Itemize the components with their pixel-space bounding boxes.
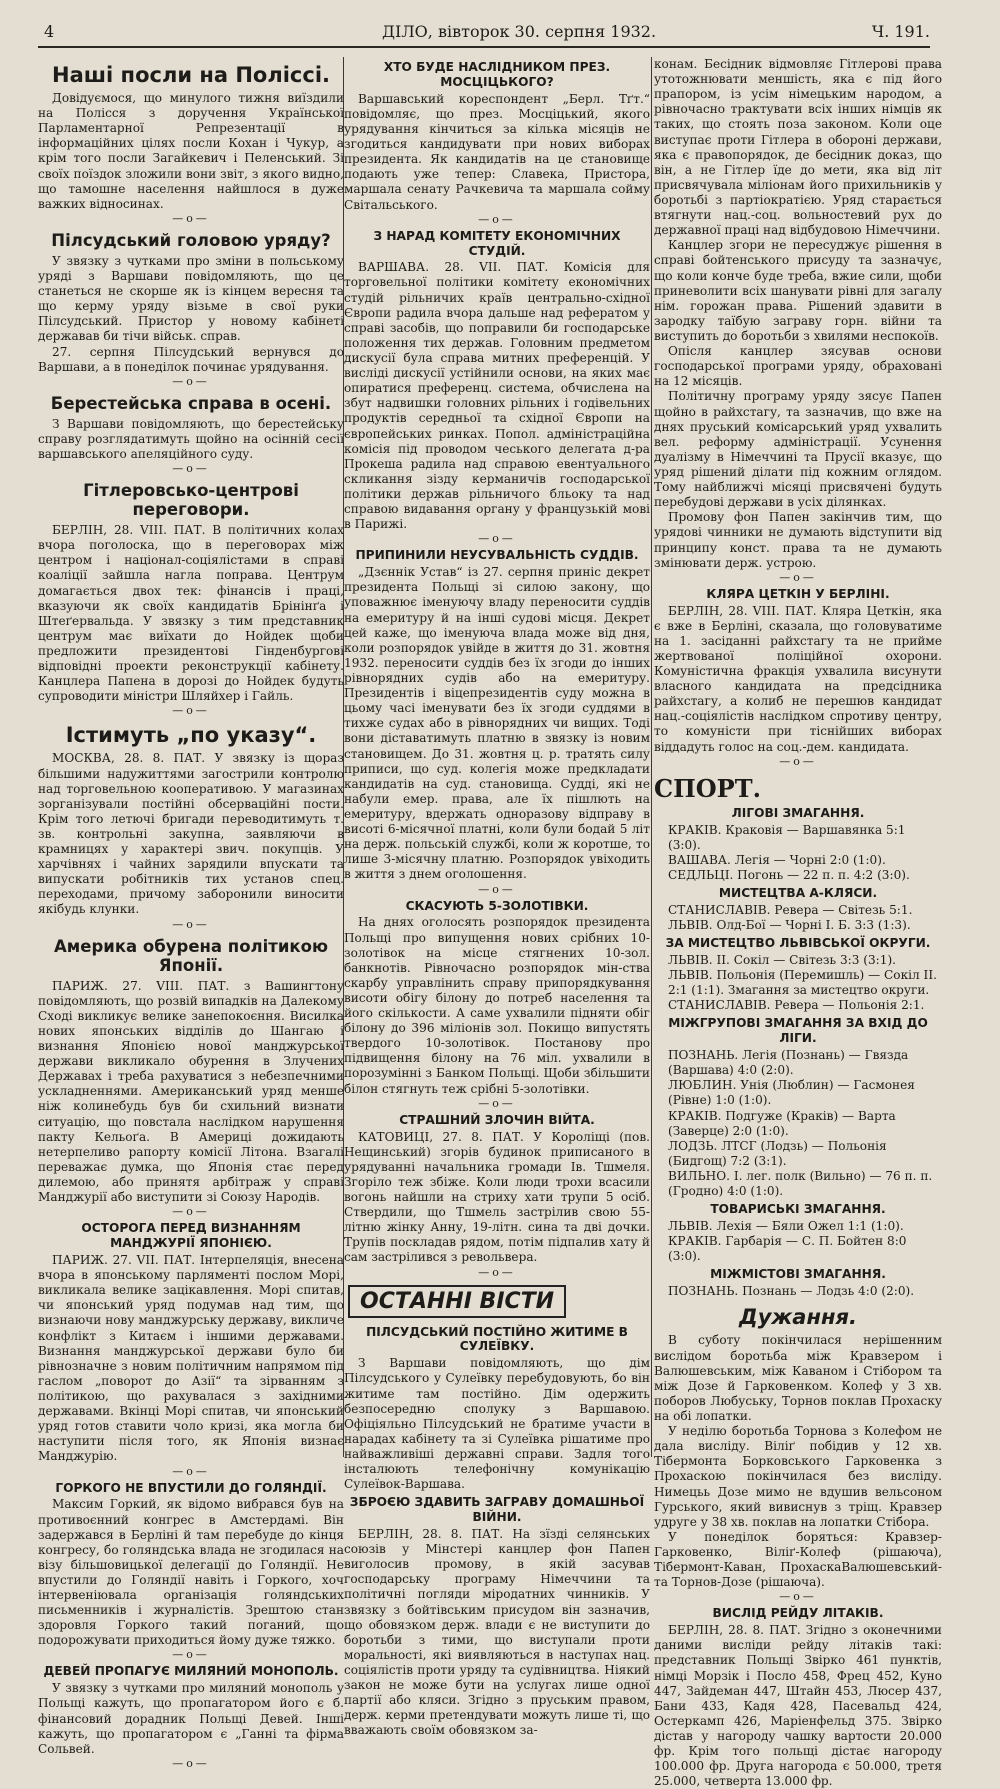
article-paragraph: Промову фон Папен закінчив тим, що урядові чинники не думають відступити від принципу конст. права та не думають змінювати держ. устрою. xyxy=(654,510,942,570)
article-headline: ЗБРОЄЮ ЗДАВИТЬ ЗАГРАВУ ДОМАШНЬОЇ ВІЙНИ. xyxy=(349,1495,645,1525)
sport-result: СЕДЛЬЦІ. Погонь — 22 п. п. 4:2 (3:0). xyxy=(668,867,910,882)
article-paragraph: БЕРЛІН, 28. VIII. ПАТ. В політичних колах вчора поголоска, що в переговорах між центром і націонал-соціялістами в справі коаліції зайшла нагла поправа. Центрум домагається двох тек: фінансів і праці, вказуючи як своїх кандидатів Брінінґа і Штеґервальда. У звязку з тим представник центрум має виїхати до Нойдек щоби предложити президентові Гінденбургові відповідні проекти реконструкції кабінету. Канцлера Папена в дорозі до Нойдек будуть супроводити міністри Шляйхер і Гайль. xyxy=(38,523,344,704)
separator-ornament: —o— xyxy=(172,1464,210,1478)
article-paragraph: З Варшави повідомляють, що берестейську справу розглядатимуть щойно на осінній сесії варшавського апеляційного суду. xyxy=(38,416,344,461)
sport-result: ВАШАВА. Легія — Чорні 2:0 (1:0). xyxy=(668,852,886,867)
article-headline: Америка обурена політикою Японії. xyxy=(54,936,328,975)
article-headline: Наші посли на Поліссі. xyxy=(52,63,330,87)
article-paragraph: „Дзєннік Устав“ із 27. серпня приніс декрет президента Польщі зі силою закону, що уповажнює іменуючу владу переносити суддів на емеритуру й на інші судові місця. Декрет цей каже, що іменуюча влада може від дня, коли розпорядок увійде в життя до 31. жовтня 1932. переносити суддів без їх згоди до інших рівнорядних судів або на емеритуру. Президентів і віцепрезидентів суду можна в цьому часі іменувати без їх згоди суддями в тихже судах або в рівнорядних чи вищих. Тоді вони діставатимуть платню в звязку із новим становищем. До 31. жовтня ц. р. тратять силу приписи, що суд. колегія може предкладати кандидатів на суд. становища. Судді, які не набули емер. права, але їх пішлють на емеритуру, вдержать одноразову відправу в висоті 6-місячної платні, коли були бодай 5 літ на держ. польській службі, коли ж коротше, то лише 3-місячну платню. Розпорядок увіходить в життя з днем оголошення. xyxy=(344,565,650,882)
article-paragraph: Опісля канцлер зясував основи господарської програми уряду, обраховані на 12 місяців. xyxy=(654,344,942,389)
article-headline: З НАРАД КОМІТЕТУ ЕКОНОМІЧНИХ СТУДІЙ. xyxy=(373,228,621,258)
last-news-title: ОСТАННІ ВІСТИ xyxy=(348,1285,566,1318)
separator-ornament: —o— xyxy=(172,1648,210,1662)
wrestling-title: Дужання. xyxy=(739,1305,857,1330)
separator-ornament: —o— xyxy=(172,1756,210,1770)
article-headline: Берестейська справа в осені. xyxy=(50,393,332,413)
issue-number: Ч. 191. xyxy=(871,22,930,41)
article xyxy=(38,481,344,717)
article xyxy=(38,63,344,225)
sport-group xyxy=(654,1202,942,1264)
article xyxy=(344,229,650,546)
sport-group xyxy=(654,886,942,933)
separator-ornament: —o— xyxy=(172,917,210,931)
article xyxy=(344,1113,650,1279)
separator-ornament: —o— xyxy=(478,532,516,546)
article-headline: СТРАШНИЙ ЗЛОЧИН ВІЙТА. xyxy=(399,1112,595,1127)
article xyxy=(344,60,650,226)
article-headline: ПРИПИНИЛИ НЕУСУВАЛЬНІСТЬ СУДДІВ. xyxy=(355,548,639,563)
article xyxy=(38,723,344,930)
article-paragraph: Варшавський кореспондент „Берл. Тґт.“ повідомляє, що през. Мосціцький, якого урядування кінчиться за кілька місяців не згодиться кандидувати при нових виборах президента. Як кандидатів на це становище подають уже тепер: Славека, Пристора, маршала сенату Рачкевича та маршала сойму Світальського. xyxy=(344,91,650,212)
page-header xyxy=(40,22,930,44)
article-paragraph: БЕРЛІН, 28. 8. ПАТ. На зїзді селянських союзів у Мінстері канцлер фон Папен виголосив промову, в якій засував господарську програму Німеччини та політичні погляди міродатних чинників. У звязку з бойтівським присудом він зазначив, що обовязком держ. влади є не виступити до боротьби з тими, що виступали проти моральності, які виявляються в наступах нац. соціялістів проти уряду та судівництва. Ніякий закон не може бути на услугах лише одної партії або кляси. Згідно з пруським правом, держ. керми претендувати можуть лише ті, що вважають своїм обовязком за- xyxy=(344,1527,650,1738)
article xyxy=(654,587,942,768)
article-paragraph: В суботу покінчилася нерішенним вислідом боротьба між Кравзером і Валюшевським, між Каваном і Стібором та між Дозе й Гарковенком. Колеф у 3 хв. поборов Любуську, Торнов поклав Прохаску на обі лопатки. xyxy=(654,1333,942,1423)
sport-result: СТАНИСЛАВІВ. Ревера — Польонія 2:1. xyxy=(668,998,925,1013)
article xyxy=(38,1664,344,1769)
separator-ornament: —o— xyxy=(172,1205,210,1219)
article xyxy=(344,1325,650,1493)
article xyxy=(38,231,344,388)
sport-group-heading: ТОВАРИСЬКІ ЗМАГАННЯ. xyxy=(710,1202,886,1217)
sport-result: КРАКІВ. Подгуже (Краків) — Варта (Заверце) 2:0 (1:0). xyxy=(668,1108,896,1138)
article xyxy=(38,394,344,475)
separator-ornament: —o— xyxy=(779,1590,817,1604)
sport-result: ЛЬВІВ. Олд-Бої — Чорні І. Б. 3:3 (1:3). xyxy=(668,917,911,932)
separator-ornament: —o— xyxy=(172,374,210,388)
article-headline: ХТО БУДЕ НАСЛІДНИКОМ ПРЕЗ. МОСЦІЦЬКОГО? xyxy=(383,60,611,89)
column-right xyxy=(654,57,942,1789)
article-paragraph: КАТОВИЦІ, 27. 8. ПАТ. У Короліщі (пов. Нещинський) згорів будинок приписаного в урядуванні начальника громади Ів. Тшмеля. Згоріло теж збіже. Коли люди трохи всасили вогонь найшли на стриху хати трупи 5 осіб. Ствердили, що Тшмель застрілив свою 55-літню жінку Анну, 19-літн. сина та дві дочки. Трупів поскладав рядом, потім підпалив хату й сам застрілився з револьвера. xyxy=(344,1129,650,1265)
sport-result: ЛЬВІВ. Лехія — Бяли Ожел 1:1 (1:0). xyxy=(668,1219,904,1234)
air-title: ВИСЛІД РЕЙДУ ЛІТАКІВ. xyxy=(712,1606,884,1621)
article-paragraph: У звязку з чутками про миляний монополь у Польщі кажуть, що пропагатором його є б. фінансовий дорадник Польщі Девей. Інші кажуть, що пропагатором є „Ганні та фірма Сольвей. xyxy=(38,1681,344,1756)
article-headline: ПІЛСУДСЬКИЙ ПОСТІЙНО ЖИТИМЕ В СУЛЕЇВКУ. xyxy=(366,1324,628,1354)
article-headline: КЛЯРА ЦЕТКІН У БЕРЛІНІ. xyxy=(706,586,890,601)
sport-title: СПОРТ. xyxy=(654,773,761,803)
article-paragraph: Політичну програму уряду зясує Папен щойно в райхстагу, та зазначив, що вже на днях пруський комісарський уряд ухвалить вел. реформу адміністрації. Усунення дуалізму в Німеччині та Прусії вказує, що уряд рішений ділати під кожним оглядом. Тому найближчі місяці присвячені будуть перебудові держави в усіх ділянках. xyxy=(654,389,942,510)
article-paragraph: БЕРЛІН, 28. VIII. ПАТ. Кляра Цеткін, яка є вже в Берліні, сказала, що головуватиме на 1. засіданні райхстагу та не прийме жертвованої поліційної охорони. Комуністична фракція ухвалила висунути власного кандидата на предсідника райхстагу, а колиб не перешюв кандидат нац.-соціялістів наслідком спротиву центру, то комуністи при тіснійших виборах віддадуть голос на соц.-дем. кандидата. xyxy=(654,603,942,754)
column-middle xyxy=(344,57,650,1738)
column-divider xyxy=(651,57,652,1457)
sport-group xyxy=(654,1016,942,1199)
article-paragraph: МОСКВА, 28. 8. ПАТ. У звязку із щораз більшими надужиттями загострили контролю над торговельною кооперативою. У магазинах зорганізували постійні обсерваційні пости. Крім того летючі бригади переводитимуть т. зв. контрольні закупна, заявляючи в крамницях у характері звич. покупців. У харчівнях і чайних зарядили впускати та випускати робітників тих установ спец. переходами, причому заборонили виносити якібудь клунки. xyxy=(38,751,344,917)
separator-ornament: —o— xyxy=(478,1096,516,1110)
last-news-section xyxy=(344,1281,650,1739)
sport-group-heading: ЛІГОВІ ЗМАГАННЯ. xyxy=(731,805,865,820)
article-headline: СКАСУЮТЬ 5-ЗОЛОТІВКИ. xyxy=(405,898,589,913)
sport-result: КРАКІВ. Гарбарія — С. П. Бойтен 8:0 (3:0). xyxy=(668,1234,907,1264)
article-paragraph: Максим Горкий, як відомо вибрався був на противоєнний конгрес в Амстердамі. Він задержався в Берліні й там перебуде до кінця конгресу, бо голяндська влада не згодилася на візу більшовицької делегації до Голяндії. Не впустили до Голяндії навіть і Горкого, хоч інтервеніювала організація голяндських письменників і журналістів. Зрештою стан здоровля Горкого такий поганий, що подорожувати приходиться йому дуже тяжко. xyxy=(38,1497,344,1648)
separator-ornament: —o— xyxy=(172,704,210,718)
header-rule xyxy=(38,46,930,48)
separator-ornament: —o— xyxy=(478,882,516,896)
article xyxy=(38,1221,344,1477)
article-paragraph: У понеділок боряться: Кравзер-Гарковенко, Віліґ-Колеф (рішаюча), Тібермонт-Каван, ПрохаскаВалюшевський- та Торнов-Дозе (рішаюча). xyxy=(654,1529,942,1590)
column-left xyxy=(38,57,344,1770)
article-headline: Істимуть „по указу“. xyxy=(65,723,317,748)
article-headline: ГОРКОГО НЕ ВПУСТИЛИ ДО ГОЛЯНДІЇ. xyxy=(55,1480,327,1495)
sport-group-heading: МИСТЕЦТВА А-КЛЯСИ. xyxy=(718,886,878,900)
article-paragraph: 27. серпня Пілсудський вернувся до Варшави, а в понеділок починає урядування. xyxy=(38,344,344,374)
article-paragraph: конам. Бесідник відмовляє Гітлерові права утотожнювати меншість, яка є під його прапором, із усім німецьким народом, а рівночасно трактувати всіх інших німців як таких, що стоять поза законом. Коли оце виступає проти Гітлера в обороні держави, яка є правопорядок, де бесідник доказ, що він, а не Гітлер їде до мети, яка від літ присвячувала міліонам його прихильників у боротьбі з партіократією. Уряд старається втягнути нац.-соц. вольностевий рух до державної праці над відбудовою Німеччини. xyxy=(654,57,942,238)
article-paragraph: БЕРЛІН, 28. 8. ПАТ. Згідно з оконечними даними висліди рейду літаків такі: представник Польщі Звірко 461 пунктів, німці Морзік і Посло 458, Фрец 452, Куно 447, Зайдеман 447, Штайн 453, Люсер 437, Бани 433, Кадя 428, Пасевальд 424, Остеркамп 426, Маріенфельд 375. Звірко дістав у нагороду чашку вартости 20.000 фр. Крім того польщі дістає нагороду 100.000 фр. Друга нагорода є 50.000, третя 25.000, четверта 13.000 фр. xyxy=(654,1623,942,1789)
article-paragraph: ВАРШАВА. 28. VII. ПАТ. Комісія для торговельної політики комітету економічних студій рільничих країв центрально-східної Європи радила вчора дальше над рефератом у справі засобів, що поправили би господарське положення тих держав. Головним предметом дискусії була справа митних преференцій. У висліді дискусії устійнили основи, на яких має опиратися преференц. система, обчислена на збут надвишки головних рільних і годівельних продуктів середньої та східної Європи на європейських ринках. Попол. адміністраційна комісія під проводом чеського делегата д-ра Прокеша радила над справою евентуального скликання зізду керманичів господарської політики держав рільничого бльоку та над справою видавання органу у французькій мові в Парижі. xyxy=(344,260,650,532)
page-number: 4 xyxy=(44,22,55,41)
article-headline: ДЕВЕЙ ПРОПАГУЄ МИЛЯНИЙ МОНОПОЛЬ. xyxy=(43,1664,339,1679)
article-paragraph: ПАРИЖ. 27. VII. ПАТ. Інтерпеляція, внесена вчора в японському парляменті послом Морі, викликала велике зацікавлення. Морі спитав, чи японський уряд подумав над тим, що визнаючи нову манджурську державу, викличе конфлікт з Китаєм і іншими державами. Визнання манджурської держави було би рівнозначне з новим політичним напрямом під гаслом „поворот до Азії“ та зірванням з політикою, що рахувалася з західними державами. Вкінці Морі спитав, чи японський уряд готов ставити чоло кризі, яка могла би наступити після того, як Японія визнає Манджурію. xyxy=(38,1252,344,1464)
article-headline: ОСТОРОГА ПЕРЕД ВИЗНАННЯМ МАНДЖУРІЇ ЯПОНІЄЮ. xyxy=(81,1221,301,1251)
article xyxy=(38,1481,344,1662)
article-paragraph: Довідуємося, що минулого тижня виїздили на Полісся з доручення Української Парламентарної Репрезентації в інформаційних цілях посли Кохан і Чукур, а крім того посли Загайкевич і Пеленський. Зі своїх поїздок зложили вони звіт, з якого видно, що тамошне населення найшлося в дуже важких відносинах. xyxy=(38,91,344,211)
article-paragraph: ПАРИЖ. 27. VIII. ПАТ. з Вашингтону повідомляють, що розвій випадків на Далекому Сході викликує велике занепокоєння. Висилка нових японських відділів до Шангаю і визнання Японією нової манджурської держави викликало обурення в Злучених Державах і треба рахуватися з небезпечними ускладненнями. Американський уряд менше ніж колинебудь був би схильний визнати ситуацію, що повстала наслідком нарушення пакту Кельоґа. В Америці дожидають нетерпеливо рапорту комісії Літона. Взагалі переважає думка, що Японія стає перед дилемою, або принятя арбітраж у справі Манджурії або виступити зі Союзу Народів. xyxy=(38,978,344,1205)
sport-result: ВИЛЬНО. І. лег. полк (Вильно) — 76 п. п. (Гродно) 4:0 (1:0). xyxy=(668,1169,933,1199)
article-paragraph: У звязку з чутками про зміни в польському уряді з Варшави повідомляють, що це станеться не скорше як із кінцем вересня та що керму уряду візьме в свої руки Пілсудський. Пристор у новому кабінеті державав би тічи військ. справ. xyxy=(38,253,344,344)
sport-result: ПОЗНАНЬ. Познань — Лодзь 4:0 (2:0). xyxy=(668,1284,915,1299)
article-paragraph: На днях оголосять розпорядок президента Польщі про випущення нових срібних 10-золотівок на місце стягнених 10-зол. банкнотів. Рівночасно розпорядок мін-ства скарбу управлінить справу припорядкування висоти обігу білону до потреб населення та його скількости. А саме ухвалили підняти обіг білону до 396 міліонів зол. Покищо випустять твердого 10-золотівок. Постанову про підвищення білону на 76 міл. ухвалили в порозумінні з Банком Польщі. Щоби збільшити білон стягнуть теж срібні 5-золотівки. xyxy=(344,915,650,1096)
article-paragraph: Канцлер згори не пересуджує рішення в справі бойтенського присуду та зазначує, що коли конче буде треба, вжие сили, щоби приневолити всіх шанувати рівні для загалу нім. горожан права. Рішений здавити в зародку таїбую заграву горн. війни та виступить до боротьби з хвилями неспокоїв. xyxy=(654,238,942,343)
sport-group-heading: МІЖГРУПОВІ ЗМАГАННЯ ЗА ВХІД ДО ЛІГИ. xyxy=(668,1016,928,1046)
separator-ornament: —o— xyxy=(478,212,516,226)
sport-result: ЛОДЗЬ. ЛТСГ (Лодзь) — Польонія (Бидгощ) 7:2 (3:1). xyxy=(668,1138,887,1168)
article-paragraph: З Варшави повідомляють, що дім Пілсудського у Сулеївку перебудовують, бо він житиме там постійно. Дім одержить безпосередню сполуку з Варшавою. Офіціяльно Пілсудський не братиме участи в нарадах кабінету та зі Сулеївка рішатиме про найважливіші державні справи. Задля того інсталюють телефонічну комунікацію Сулеївок-Варшава. xyxy=(344,1356,650,1492)
article-paragraph: У неділю боротьба Торнова з Колефом не дала висліду. Віліґ побідив у 12 хв. Тібермонта Борковського Гарковенка з Прохаскою покінчилася без висліду. Нимецьь Дозе мимо не вдушив вельсоном Гурського, який вивиснув з тріщ. Кравзер удруге у 38 хв. поклав на лопатки Стібора. xyxy=(654,1424,942,1529)
sport-result: КРАКІВ. Краковія — Варшавянка 5:1 (3:0). xyxy=(668,822,906,852)
separator-ornament: —o— xyxy=(172,211,210,225)
article xyxy=(344,899,650,1110)
sport-result: ПОЗНАНЬ. Легія (Познань) — Гвязда (Варшава) 4:0 (2:0). xyxy=(668,1048,909,1078)
sport-group xyxy=(654,1267,942,1299)
separator-ornament: —o— xyxy=(779,754,817,768)
sport-result: ЛЬВІВ. Польонія (Перемишль) — Сокіл ІІ. 2:1 (1:1). Змагання за мистецтво округи. xyxy=(668,968,937,998)
separator-ornament: —o— xyxy=(172,462,210,476)
article xyxy=(38,937,344,1219)
article-headline: Гітлеровсько-центрові переговори. xyxy=(83,481,299,520)
separator-ornament: —o— xyxy=(478,1265,516,1279)
sport-group xyxy=(654,806,942,883)
article xyxy=(344,1495,650,1738)
sport-result: ЛЬВІВ. ІІ. Сокіл — Світезь 3:3 (3:1). xyxy=(668,952,897,967)
sport-group-heading: ЗА МИСТЕЦТВО ЛЬВІВСЬКОЇ ОКРУГИ. xyxy=(665,936,931,951)
sport-result: ЛЮБЛИН. Унія (Люблин) — Гасмонея (Рівне) 1:0 (1:0). xyxy=(668,1078,915,1108)
separator-ornament: —o— xyxy=(779,570,817,584)
article-headline: Пілсудський головою уряду? xyxy=(51,230,331,250)
sport-group-heading: МІЖМІСТОВІ ЗМАГАННЯ. xyxy=(710,1267,886,1282)
sport-result: СТАНИСЛАВІВ. Ревера — Світезь 5:1. xyxy=(668,902,913,917)
article xyxy=(344,548,650,895)
masthead-title: ДІЛО, вівторок 30. серпня 1932. xyxy=(382,22,657,41)
sport-group xyxy=(654,936,942,1013)
